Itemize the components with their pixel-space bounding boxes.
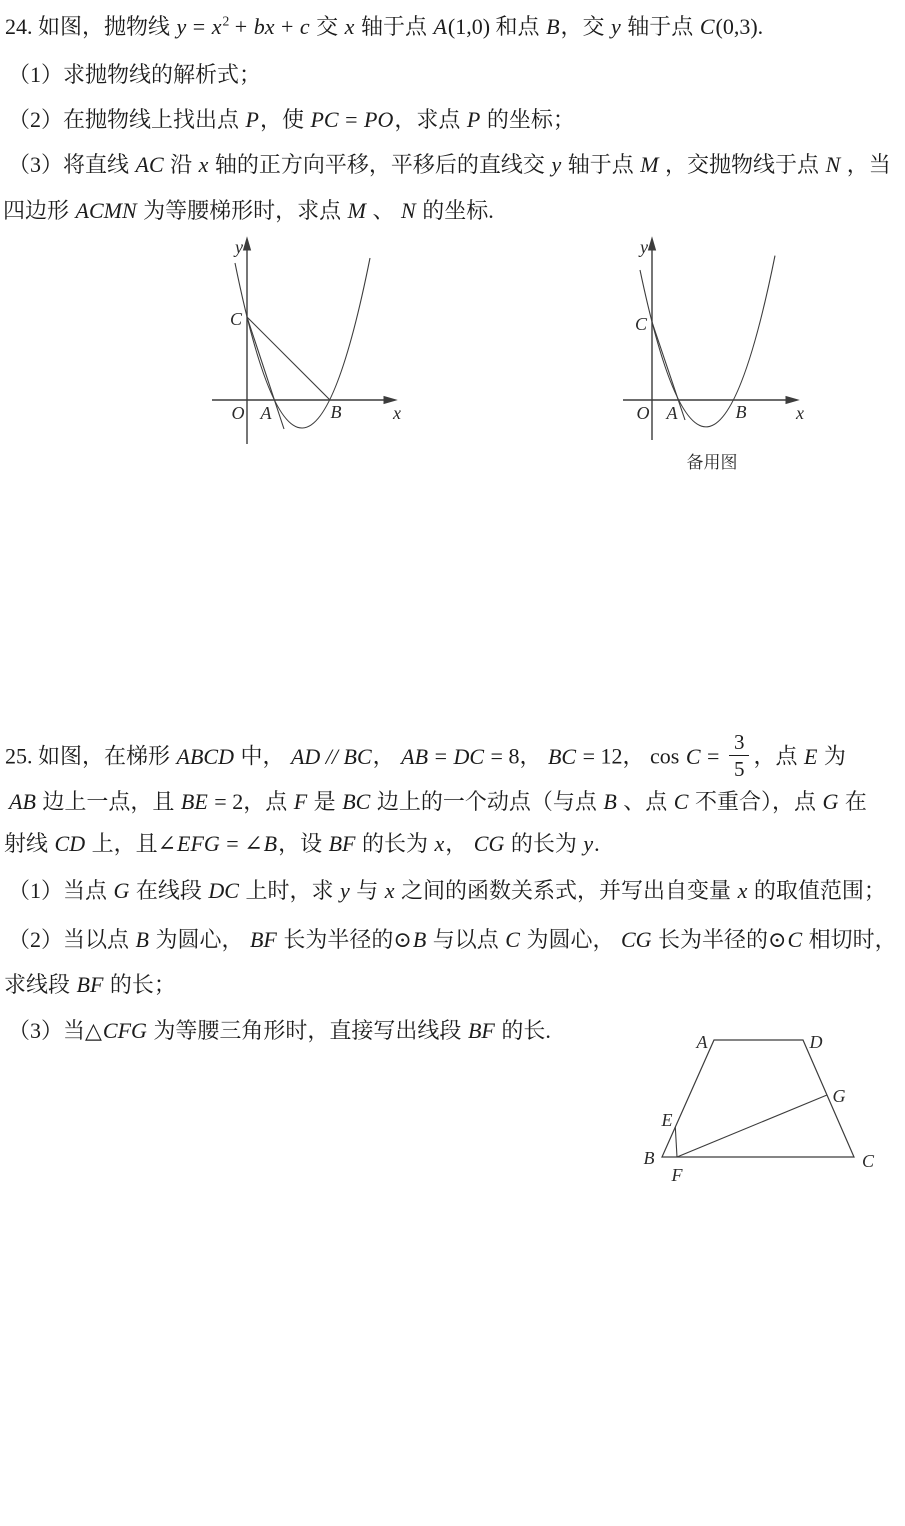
label-point-a: A — [666, 403, 678, 423]
label-origin: O — [636, 403, 650, 423]
fraction: $\frac{3}{5}$ — [729, 730, 750, 781]
label-vertex-b: B — [643, 1148, 655, 1168]
label-point-b: B — [330, 402, 342, 422]
problem-25-part-1: （1）当点 G 在线段 DC 上时，求 y 与 x 之间的函数关系式，并写出自变量 x 的取值范围； — [8, 878, 886, 903]
label-y-axis: y — [235, 237, 243, 257]
label-point-c: C — [229, 309, 242, 329]
label-point-a: A — [260, 403, 272, 423]
y-axis-arrow-icon — [649, 238, 656, 250]
label-point-c: C — [634, 314, 647, 334]
parabola-curve — [640, 256, 775, 427]
problem-25-part-3: （3）当△CFG 为等腰三角形时，直接写出线段 BF 的长. — [8, 1018, 551, 1043]
y-axis-arrow-icon — [244, 238, 251, 250]
problem-24-part-1: （1）求抛物线的解析式； — [8, 62, 262, 87]
label-vertex-c: C — [861, 1151, 875, 1171]
label-point-g: G — [832, 1086, 846, 1106]
problem-24-part-3: （3）将直线 AC 沿 x 轴的正方向平移，平移后的直线交 y 轴于点 M ，交抛物线于点 N ，当 — [8, 152, 891, 177]
label-point-b: B — [735, 402, 747, 422]
problem-25-part-2-cont: 求线段 BF 的长； — [4, 972, 176, 997]
figure-caption: 备用图 — [686, 453, 738, 472]
label-point-f: F — [671, 1165, 683, 1185]
label-vertex-d: D — [809, 1032, 823, 1052]
label-vertex-a: A — [696, 1032, 708, 1052]
label-x-axis: x — [393, 403, 401, 423]
line-cb — [247, 317, 330, 400]
problem-25-statement-3: 射线 CD 上，且∠EFG = ∠B，设 BF 的长为 x， CG 的长为 y. — [4, 831, 600, 856]
trapezoid-figure — [625, 1022, 890, 1190]
problem-24-part-2: （2）在抛物线上找出点 P，使 PC = PO，求点 P 的坐标； — [8, 107, 575, 132]
label-y-axis: y — [640, 237, 648, 257]
trapezoid-outline — [662, 1040, 854, 1157]
parabola-figure-spare — [600, 236, 815, 478]
problem-25-statement-2: AB 边上一点，且 BE = 2，点 F 是 BC 边上的一个动点（与点 B 、点 C 不重合），点 G 在 — [9, 789, 867, 814]
label-origin: O — [231, 403, 245, 423]
problem-24-statement: 24. 如图，抛物线 $y = x^2$ + bx + c 交 x 轴于点 A(1,0) 和点 B，交 y 轴于点 C(0,3). — [5, 13, 764, 39]
segment-fg — [677, 1095, 827, 1157]
problem-25-statement: 25. 如图，在梯形 ABCD 中， AD // BC， AB = DC = 8， BC = 12， cos C = $\frac{3}{5}$ ，点 E 为 — [5, 730, 846, 782]
segment-ef — [675, 1127, 677, 1157]
label-point-e: E — [661, 1110, 673, 1130]
problem-24-part-3-cont: 四边形 ACMN 为等腰梯形时，求点 M 、 N 的坐标. — [3, 198, 494, 223]
parabola-figure-main — [180, 236, 410, 448]
label-x-axis: x — [796, 403, 804, 423]
problem-25-part-2: （2）当以点 B 为圆心， BF 长为半径的⊙B 与以点 C 为圆心， CG 长为半径的⊙C 相切时， — [8, 927, 897, 952]
